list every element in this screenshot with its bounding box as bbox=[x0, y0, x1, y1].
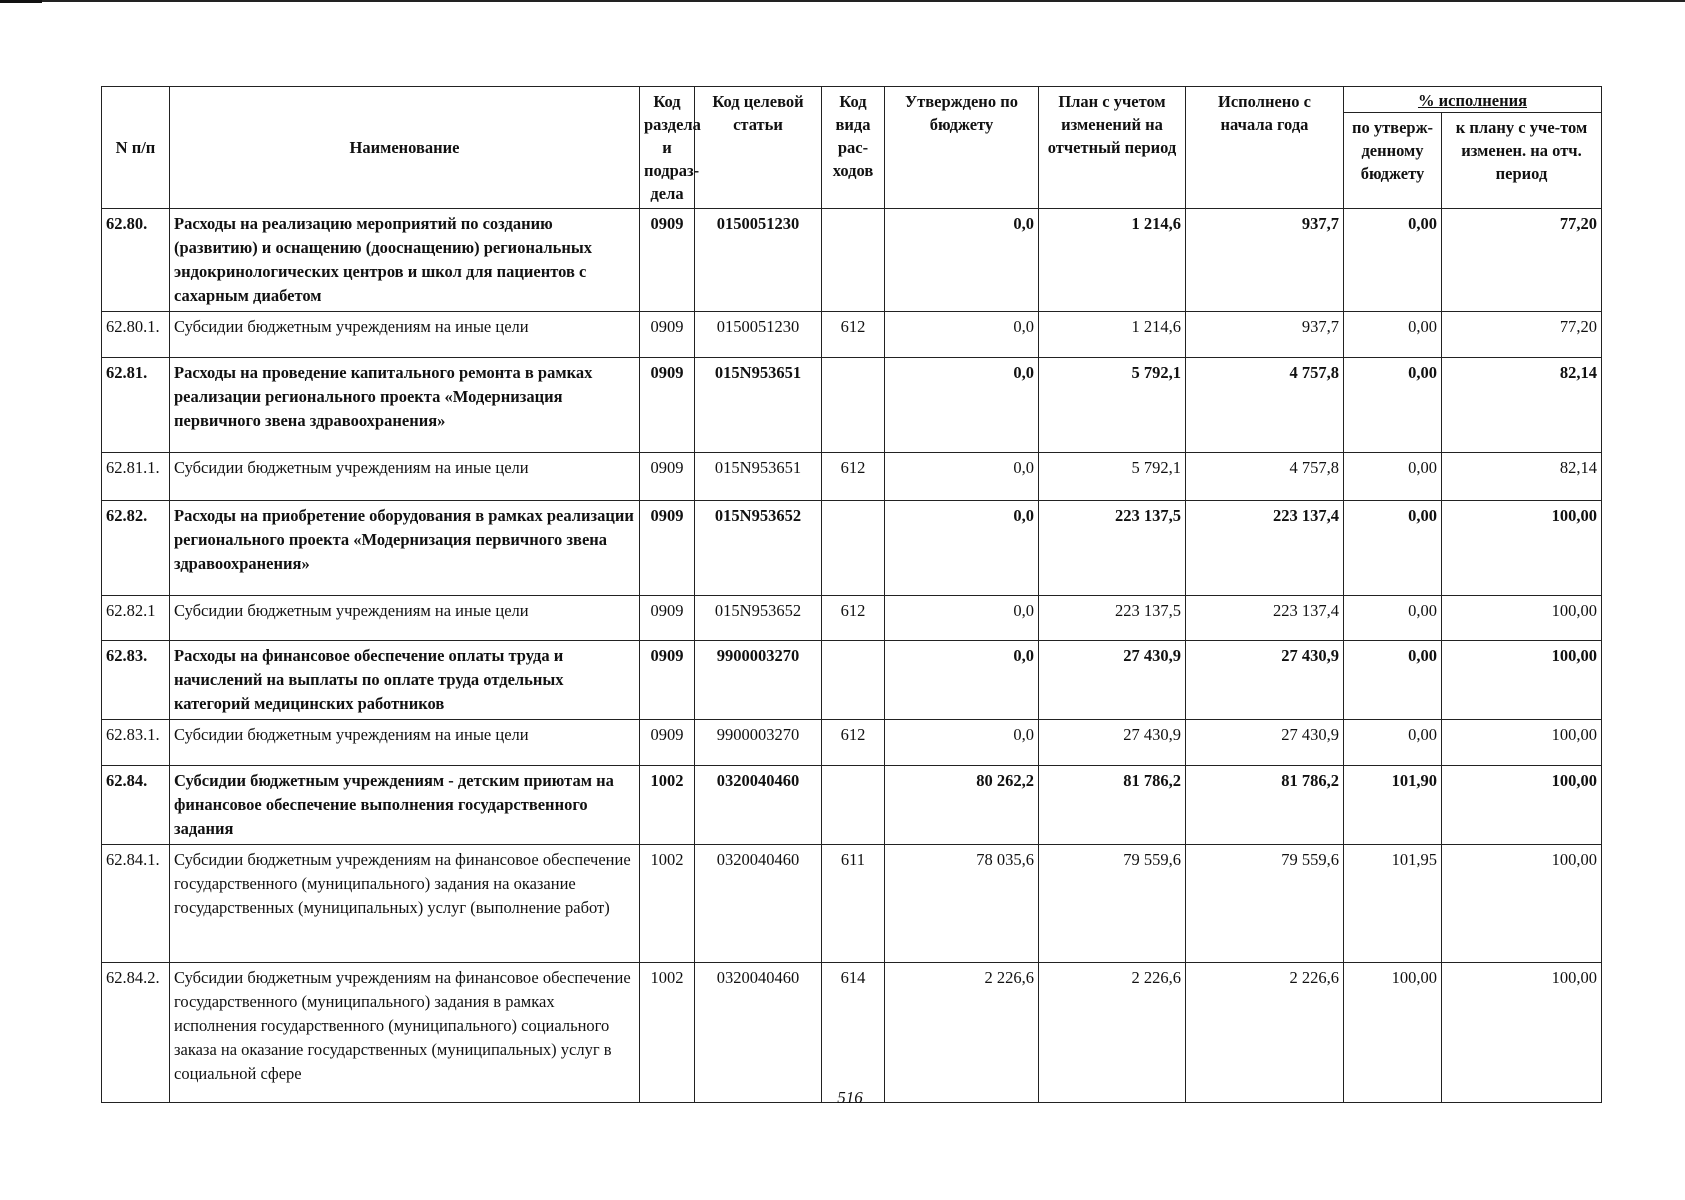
cell-vid bbox=[822, 641, 885, 720]
cell-isp: 27 430,9 bbox=[1186, 720, 1344, 766]
cell-pct-plan: 100,00 bbox=[1442, 720, 1602, 766]
cell-pct-plan: 100,00 bbox=[1442, 641, 1602, 720]
cell-name: Расходы на финансовое обеспечение оплаты труда и начислений на выплаты по оплате труда отдельных категорий медицинских работников bbox=[170, 641, 640, 720]
cell-pct-plan: 100,00 bbox=[1442, 596, 1602, 641]
cell-statya: 015N953651 bbox=[695, 358, 822, 453]
cell-isp: 2 226,6 bbox=[1186, 963, 1344, 1103]
table-row bbox=[102, 766, 1602, 845]
cell-plan: 27 430,9 bbox=[1039, 720, 1186, 766]
cell-pct-plan: 100,00 bbox=[1442, 845, 1602, 963]
cell-vid: 611 bbox=[822, 845, 885, 963]
cell-razdel: 0909 bbox=[640, 641, 695, 720]
cell-razdel: 0909 bbox=[640, 720, 695, 766]
cell-utv: 0,0 bbox=[885, 312, 1039, 358]
cell-statya: 015N953652 bbox=[695, 596, 822, 641]
cell-plan: 1 214,6 bbox=[1039, 312, 1186, 358]
cell-pct-budget: 0,00 bbox=[1344, 358, 1442, 453]
cell-isp: 223 137,4 bbox=[1186, 596, 1344, 641]
cell-name: Субсидии бюджетным учреждениям на финансовое обеспечение государственного (муниципального) задания в рамках исполнения государственного (муниципального) социального заказа на оказание государственных (муниципальных) услуг в социальной сфере bbox=[170, 963, 640, 1103]
cell-pct-plan: 77,20 bbox=[1442, 209, 1602, 312]
cell-pct-budget: 0,00 bbox=[1344, 453, 1442, 501]
cell-pct-plan: 82,14 bbox=[1442, 453, 1602, 501]
header-pct-budget: по утверж-денному бюджету bbox=[1344, 113, 1442, 209]
header-isp: Исполнено с начала года bbox=[1186, 87, 1344, 209]
cell-num: 62.83. bbox=[102, 641, 170, 720]
header-razdel: Код раздела и подраз-дела bbox=[640, 87, 695, 209]
cell-isp: 937,7 bbox=[1186, 209, 1344, 312]
cell-num: 62.84.2. bbox=[102, 963, 170, 1103]
cell-pct-budget: 0,00 bbox=[1344, 641, 1442, 720]
cell-num: 62.80. bbox=[102, 209, 170, 312]
cell-name: Расходы на приобретение оборудования в рамках реализации регионального проекта «Модернизация первичного звена здравоохранения» bbox=[170, 501, 640, 596]
cell-isp: 937,7 bbox=[1186, 312, 1344, 358]
header-pct-plan: к плану с уче-том изменен. на отч. период bbox=[1442, 113, 1602, 209]
table-header bbox=[102, 87, 1602, 209]
cell-name: Субсидии бюджетным учреждениям на иные цели bbox=[170, 453, 640, 501]
header-num: N п/п bbox=[102, 87, 170, 209]
budget-execution-table bbox=[101, 86, 1602, 1103]
cell-vid: 612 bbox=[822, 596, 885, 641]
table-row bbox=[102, 358, 1602, 453]
page-number: 516 bbox=[837, 1088, 863, 1107]
cell-isp: 27 430,9 bbox=[1186, 641, 1344, 720]
cell-razdel: 0909 bbox=[640, 453, 695, 501]
cell-pct-budget: 101,90 bbox=[1344, 766, 1442, 845]
cell-statya: 9900003270 bbox=[695, 641, 822, 720]
cell-plan: 2 226,6 bbox=[1039, 963, 1186, 1103]
header-plan: План с учетом изменений на отчетный период bbox=[1039, 87, 1186, 209]
cell-pct-budget: 100,00 bbox=[1344, 963, 1442, 1103]
table-row bbox=[102, 596, 1602, 641]
cell-num: 62.80.1. bbox=[102, 312, 170, 358]
table-row bbox=[102, 845, 1602, 963]
cell-num: 62.81.1. bbox=[102, 453, 170, 501]
cell-name: Субсидии бюджетным учреждениям на иные цели bbox=[170, 596, 640, 641]
table-row bbox=[102, 501, 1602, 596]
cell-pct-budget: 0,00 bbox=[1344, 720, 1442, 766]
cell-pct-budget: 0,00 bbox=[1344, 209, 1442, 312]
cell-razdel: 0909 bbox=[640, 358, 695, 453]
cell-isp: 223 137,4 bbox=[1186, 501, 1344, 596]
cell-pct-plan: 100,00 bbox=[1442, 501, 1602, 596]
cell-plan: 5 792,1 bbox=[1039, 453, 1186, 501]
table-row bbox=[102, 641, 1602, 720]
cell-num: 62.84.1. bbox=[102, 845, 170, 963]
cell-utv: 0,0 bbox=[885, 358, 1039, 453]
cell-num: 62.83.1. bbox=[102, 720, 170, 766]
cell-vid: 614 bbox=[822, 963, 885, 1103]
cell-plan: 5 792,1 bbox=[1039, 358, 1186, 453]
cell-plan: 223 137,5 bbox=[1039, 501, 1186, 596]
header-pct-group bbox=[1344, 87, 1602, 113]
cell-razdel: 0909 bbox=[640, 501, 695, 596]
cell-name: Субсидии бюджетным учреждениям на иные цели bbox=[170, 312, 640, 358]
cell-pct-plan: 77,20 bbox=[1442, 312, 1602, 358]
cell-name: Расходы на проведение капитального ремонта в рамках реализации регионального проекта «Модернизация первичного звена здравоохранения» bbox=[170, 358, 640, 453]
cell-utv: 0,0 bbox=[885, 501, 1039, 596]
cell-plan: 27 430,9 bbox=[1039, 641, 1186, 720]
page-top-border-mark bbox=[0, 0, 42, 3]
table-row bbox=[102, 720, 1602, 766]
cell-num: 62.84. bbox=[102, 766, 170, 845]
cell-vid: 612 bbox=[822, 312, 885, 358]
table-row bbox=[102, 209, 1602, 312]
cell-name: Расходы на реализацию мероприятий по созданию (развитию) и оснащению (дооснащению) региональных эндокринологических центров и школ для пациентов с сахарным диабетом bbox=[170, 209, 640, 312]
cell-statya: 015N953652 bbox=[695, 501, 822, 596]
cell-vid bbox=[822, 766, 885, 845]
cell-vid bbox=[822, 209, 885, 312]
cell-vid: 612 bbox=[822, 453, 885, 501]
header-name: Наименование bbox=[170, 87, 640, 209]
cell-statya: 015N953651 bbox=[695, 453, 822, 501]
cell-utv: 0,0 bbox=[885, 596, 1039, 641]
cell-utv: 0,0 bbox=[885, 720, 1039, 766]
cell-statya: 0320040460 bbox=[695, 845, 822, 963]
cell-utv: 0,0 bbox=[885, 209, 1039, 312]
cell-vid: 612 bbox=[822, 720, 885, 766]
cell-vid bbox=[822, 358, 885, 453]
cell-isp: 4 757,8 bbox=[1186, 358, 1344, 453]
header-pct-group-label: % исполнения bbox=[1417, 91, 1528, 110]
cell-razdel: 0909 bbox=[640, 209, 695, 312]
cell-name: Субсидии бюджетным учреждениям - детским приютам на финансовое обеспечение выполнения государственного задания bbox=[170, 766, 640, 845]
cell-razdel: 0909 bbox=[640, 312, 695, 358]
cell-utv: 80 262,2 bbox=[885, 766, 1039, 845]
cell-num: 62.82. bbox=[102, 501, 170, 596]
cell-pct-budget: 0,00 bbox=[1344, 312, 1442, 358]
cell-name: Субсидии бюджетным учреждениям на иные цели bbox=[170, 720, 640, 766]
cell-statya: 0150051230 bbox=[695, 312, 822, 358]
cell-num: 62.81. bbox=[102, 358, 170, 453]
table-body bbox=[102, 209, 1602, 1103]
header-utv: Утверждено по бюджету bbox=[885, 87, 1039, 209]
cell-utv: 78 035,6 bbox=[885, 845, 1039, 963]
page-top-border bbox=[0, 0, 1685, 2]
cell-statya: 0320040460 bbox=[695, 766, 822, 845]
cell-pct-budget: 101,95 bbox=[1344, 845, 1442, 963]
cell-pct-plan: 82,14 bbox=[1442, 358, 1602, 453]
cell-razdel: 0909 bbox=[640, 596, 695, 641]
cell-utv: 2 226,6 bbox=[885, 963, 1039, 1103]
cell-plan: 79 559,6 bbox=[1039, 845, 1186, 963]
cell-isp: 81 786,2 bbox=[1186, 766, 1344, 845]
table-row bbox=[102, 963, 1602, 1103]
header-vid: Код вида рас-ходов bbox=[822, 87, 885, 209]
cell-statya: 0150051230 bbox=[695, 209, 822, 312]
header-statya: Код целевой статьи bbox=[695, 87, 822, 209]
cell-utv: 0,0 bbox=[885, 453, 1039, 501]
cell-plan: 223 137,5 bbox=[1039, 596, 1186, 641]
cell-name: Субсидии бюджетным учреждениям на финансовое обеспечение государственного (муниципального) задания на оказание государственных (муниципальных) услуг (выполнение работ) bbox=[170, 845, 640, 963]
table-row bbox=[102, 312, 1602, 358]
cell-pct-budget: 0,00 bbox=[1344, 596, 1442, 641]
cell-razdel: 1002 bbox=[640, 963, 695, 1103]
cell-pct-budget: 0,00 bbox=[1344, 501, 1442, 596]
cell-num: 62.82.1 bbox=[102, 596, 170, 641]
table-row bbox=[102, 453, 1602, 501]
cell-utv: 0,0 bbox=[885, 641, 1039, 720]
cell-razdel: 1002 bbox=[640, 766, 695, 845]
cell-isp: 79 559,6 bbox=[1186, 845, 1344, 963]
cell-plan: 1 214,6 bbox=[1039, 209, 1186, 312]
cell-statya: 9900003270 bbox=[695, 720, 822, 766]
cell-isp: 4 757,8 bbox=[1186, 453, 1344, 501]
cell-pct-plan: 100,00 bbox=[1442, 766, 1602, 845]
cell-pct-plan: 100,00 bbox=[1442, 963, 1602, 1103]
cell-vid bbox=[822, 501, 885, 596]
cell-razdel: 1002 bbox=[640, 845, 695, 963]
cell-statya: 0320040460 bbox=[695, 963, 822, 1103]
cell-plan: 81 786,2 bbox=[1039, 766, 1186, 845]
